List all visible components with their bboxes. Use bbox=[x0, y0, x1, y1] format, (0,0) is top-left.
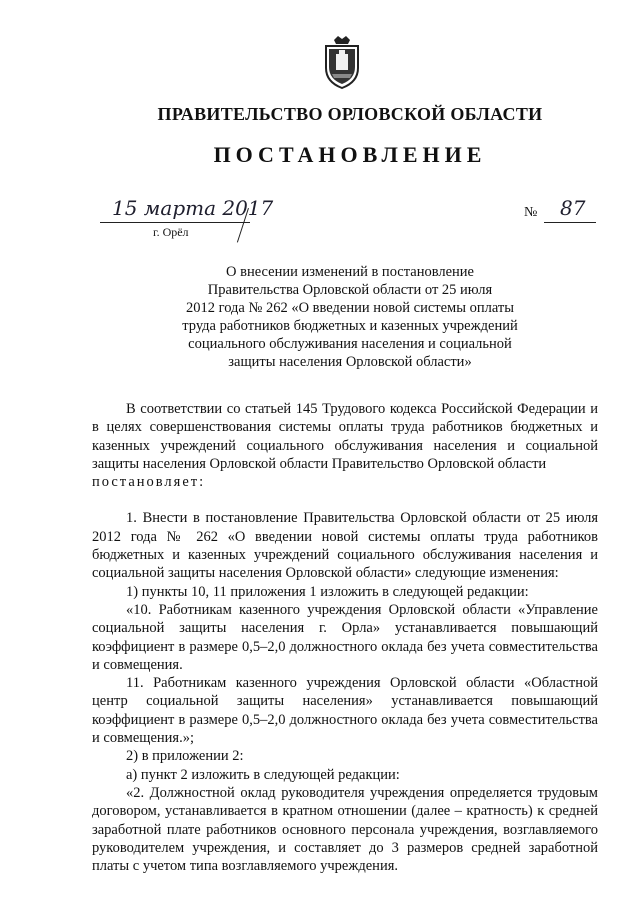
date-underline bbox=[100, 222, 250, 223]
coat-of-arms-emblem bbox=[320, 34, 364, 90]
organization-title: ПРАВИТЕЛЬСТВО ОРЛОВСКОЙ ОБЛАСТИ bbox=[157, 104, 543, 124]
number-label: № bbox=[524, 205, 538, 220]
city-label: г. Орёл bbox=[153, 225, 189, 239]
handwritten-date: 15 марта 2017 bbox=[112, 196, 274, 220]
subject-line: Правительства Орловской области от 25 июля bbox=[207, 282, 493, 298]
document-body bbox=[92, 400, 598, 875]
preamble-paragraph bbox=[92, 400, 598, 491]
paragraph-10: «10. Работникам казенного учреждения Орловской области «Управление социальной защиты населения г. Орла» устанавливается повышающий коэффициент в размере 0,5–2,0 должностного оклада без учета совместительства и совмещения. bbox=[92, 601, 598, 673]
preamble-resolution-word: постановляет: bbox=[92, 474, 206, 491]
subject-line: защиты населения Орловской области» bbox=[228, 354, 472, 370]
paragraph-1-item-1: 1) пункты 10, 11 приложения 1 изложить в следующей редакции: bbox=[126, 583, 529, 600]
number-underline bbox=[544, 222, 596, 223]
paragraph-1: 1. Внести в постановление Правительства Орловской области от 25 июля 2012 года № 262 «О введении новой системы оплаты труда работников бюджетных и казенных учреждений социального обслуживания населения и социальной защиты населения Орловской области» следующие изменения: bbox=[92, 510, 598, 582]
paragraph-item-a: а) пункт 2 изложить в следующей редакции: bbox=[126, 766, 400, 783]
paragraph-2-text: «2. Должностной оклад руководителя учреждения определяется трудовым договором, устанавливается в кратном отношении (далее – кратность) к средней заработной плате работников основного персонала учреждения, возглавляемого руководителем учреждения, и составляет до 3 размеров средней заработной платы с учетом типа возглавляемого учреждения. bbox=[92, 784, 598, 875]
coat-of-arms-icon bbox=[320, 34, 364, 90]
subject-line: 2012 года № 262 «О введении новой системы оплаты bbox=[186, 300, 514, 316]
document-subject bbox=[120, 263, 580, 371]
document-type: ПОСТАНОВЛЕНИЕ bbox=[213, 142, 487, 167]
handwritten-number: 87 bbox=[560, 196, 586, 220]
subject-line: социального обслуживания населения и социальной bbox=[188, 336, 512, 352]
paragraph-1-item-2: 2) в приложении 2: bbox=[126, 748, 244, 765]
subject-line: О внесении изменений в постановление bbox=[226, 264, 474, 280]
preamble-text: В соответствии со статьей 145 Трудового кодекса Российской Федерации и в целях совершенствования системы оплаты труда работников бюджетных и казенных учреждений социального обслуживания населения и социальной защиты населения Орловской области Правительство Орловской области bbox=[92, 401, 598, 472]
subject-line: труда работников бюджетных и казенных учреждений bbox=[182, 318, 518, 334]
paragraph-11: 11. Работникам казенного учреждения Орловской области «Областной центр социальной защиты населения» устанавливается повышающий коэффициент в размере 0,5–2,0 должностного оклада без учета совместительства и совмещения.»; bbox=[92, 675, 598, 747]
